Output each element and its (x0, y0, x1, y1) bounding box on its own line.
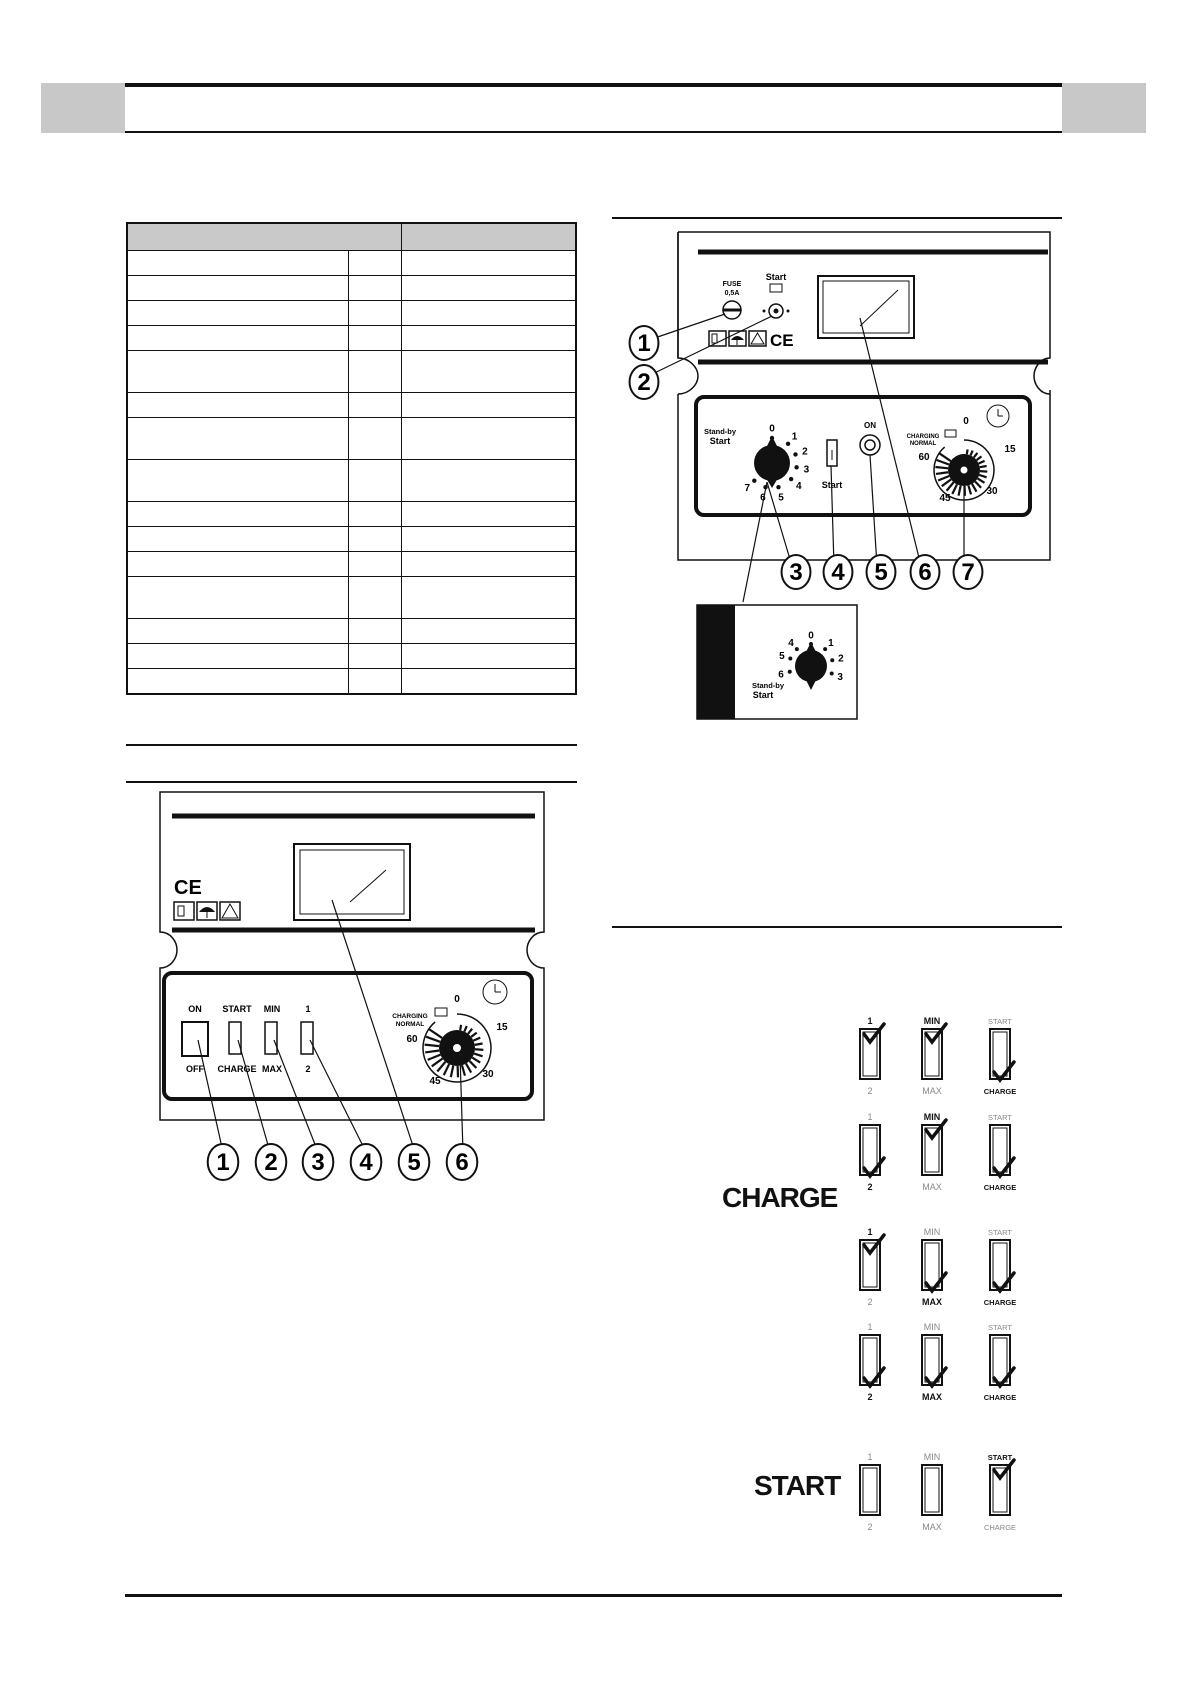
switch-diagram (984, 1113, 1017, 1192)
specs-cell-unit (349, 251, 402, 276)
switch-bottom-label: MAX (922, 1392, 942, 1402)
specs-cell-value (402, 619, 577, 644)
inset-standby-label: Stand-by (751, 681, 785, 690)
inset-dial-dot (788, 656, 792, 660)
switch-top-label: MIN (923, 1322, 941, 1332)
switch-bottom-label: CHARGE (983, 1393, 1017, 1402)
svg-text:4: 4 (831, 559, 845, 586)
inset-start-label: Start (752, 690, 774, 700)
switch-bottom-label: 2 (867, 1297, 873, 1307)
on-indicator-lamp (860, 435, 880, 455)
one-label: 1 (305, 1004, 311, 1014)
specs-header-description (127, 223, 402, 251)
switch-top-label: MIN (923, 1112, 941, 1122)
panel-b-manual-icon (174, 902, 194, 920)
timer-30-label: 30 (986, 486, 998, 497)
specs-cell-value (402, 418, 577, 460)
panel-b-ce-mark: CE (174, 877, 202, 899)
specs-row (127, 393, 576, 418)
specs-cell-value (402, 527, 577, 552)
specs-row (127, 577, 576, 619)
callout-4 (351, 1144, 382, 1180)
specs-cell-value (402, 393, 577, 418)
ammeter (818, 276, 914, 338)
specs-cell-value (402, 460, 577, 502)
specs-cell-unit (349, 527, 402, 552)
two-label: 2 (305, 1064, 311, 1074)
switch-diagram (922, 1112, 946, 1192)
specs-cell-description (127, 460, 349, 502)
specs-cell-value (402, 502, 577, 527)
dial-dot (770, 436, 774, 440)
specs-row (127, 644, 576, 669)
specs-cell-unit (349, 644, 402, 669)
inset-dial-dot (823, 647, 827, 651)
inset-dial-variant (696, 604, 858, 720)
header-left-tab (41, 83, 125, 133)
section-rule-right-1 (612, 217, 1062, 219)
on-label: ON (188, 1004, 202, 1014)
normal-label: NORMAL (909, 441, 937, 447)
inset-dial-number: 0 (808, 630, 814, 642)
fuse-holder[interactable] (723, 301, 741, 319)
specs-row (127, 301, 576, 326)
inset-dial-dot (795, 647, 799, 651)
specs-header-value (402, 223, 577, 251)
switch-top-label: 1 (867, 1227, 873, 1237)
svg-text:6: 6 (455, 1149, 469, 1176)
callout-3 (782, 555, 811, 589)
dial-dot (752, 478, 756, 482)
dial-number: 0 (769, 423, 775, 435)
switch-diagram (860, 1452, 880, 1532)
timer-knob[interactable] (948, 454, 980, 486)
fuse-value: 0,5A (724, 290, 740, 297)
warning-triangle-icon (749, 331, 766, 346)
footer-rule (125, 1594, 1062, 1597)
timer-0-label: 0 (963, 416, 969, 427)
specs-cell-description (127, 251, 349, 276)
charge-label: CHARGE (217, 1064, 257, 1074)
switch-diagram (984, 1017, 1017, 1096)
specs-cell-description (127, 276, 349, 301)
min-max-switch[interactable] (265, 1022, 277, 1054)
callout-2 (630, 365, 659, 399)
header-right-tab (1062, 83, 1146, 133)
svg-text:5: 5 (874, 559, 888, 586)
switch-diagram (984, 1323, 1017, 1402)
dial-dot (786, 442, 790, 446)
specs-row (127, 418, 576, 460)
switch-diagram (922, 1452, 942, 1532)
specs-row (127, 669, 576, 694)
panel-b-warning-icon (220, 902, 240, 920)
specs-cell-unit (349, 669, 402, 694)
inset-dial-number: 5 (779, 650, 785, 662)
specs-cell-value (402, 326, 577, 351)
specs-cell-unit (349, 301, 402, 326)
specs-cell-value (402, 251, 577, 276)
ce-mark: CE (770, 331, 794, 350)
specs-cell-unit (349, 619, 402, 644)
dial-dot (794, 465, 798, 469)
switch-bottom-label: 2 (867, 1392, 873, 1402)
switch-top-label: 1 (867, 1452, 873, 1462)
start-charge-switch[interactable] (229, 1022, 241, 1054)
switch-bottom-label: MAX (922, 1086, 942, 1096)
switch-top-label: START (988, 1323, 1012, 1332)
switch-bottom-label: CHARGE (983, 1298, 1017, 1307)
switch-bottom-label: CHARGE (983, 1087, 1017, 1096)
manual-icon (709, 331, 726, 346)
callout-1 (630, 326, 659, 360)
inset-dial-dot (788, 670, 792, 674)
power-switch[interactable] (182, 1022, 208, 1056)
switch-top-label: START (987, 1453, 1013, 1462)
callout-6 (911, 555, 940, 589)
specs-row (127, 326, 576, 351)
panel-b-timer-knob[interactable] (439, 1030, 475, 1066)
panel-b-timer-60: 60 (406, 1034, 418, 1045)
specs-cell-value (402, 351, 577, 393)
timer-45-label: 45 (939, 493, 951, 504)
switch-bottom-label: 2 (867, 1182, 873, 1192)
switch-top-label: START (988, 1228, 1012, 1237)
svg-text:3: 3 (311, 1149, 325, 1176)
dial-number: 2 (802, 446, 808, 458)
switch-diagram (922, 1227, 946, 1307)
section-rule-left-2 (126, 781, 577, 783)
panel-b-timer-15: 15 (496, 1022, 508, 1033)
specs-cell-unit (349, 577, 402, 619)
off-label: OFF (186, 1064, 204, 1074)
switch-top-label: START (988, 1017, 1012, 1026)
svg-text:6: 6 (918, 559, 932, 586)
specs-cell-description (127, 619, 349, 644)
specs-row (127, 251, 576, 276)
switch-bottom-label: MAX (922, 1297, 942, 1307)
specs-row (127, 276, 576, 301)
panel-b-timer-45: 45 (429, 1076, 441, 1087)
switch-top-label: 1 (867, 1016, 873, 1026)
start-pushbutton[interactable] (763, 304, 790, 318)
charging-label: CHARGING (906, 434, 940, 440)
start-rocker-switch[interactable] (827, 440, 837, 466)
specs-table (126, 222, 577, 695)
specs-cell-unit (349, 393, 402, 418)
specs-cell-value (402, 577, 577, 619)
start-label: START (222, 1004, 252, 1014)
switch-diagram (860, 1227, 884, 1307)
specs-row (127, 351, 576, 393)
svg-text:3: 3 (789, 559, 803, 586)
svg-text:2: 2 (637, 369, 651, 396)
specs-cell-description (127, 351, 349, 393)
front-panel-b (150, 790, 580, 1190)
panel-b-clock-icon (483, 980, 507, 1004)
dial-number: 1 (791, 431, 798, 443)
dial-dot (776, 485, 780, 489)
switch-diagram (860, 1322, 884, 1402)
switch-top-label: 1 (867, 1112, 873, 1122)
header-top-rule (125, 83, 1062, 87)
switch-bottom-label: CHARGE (983, 1523, 1017, 1532)
switch-start-label: Start (821, 480, 843, 490)
specs-cell-description (127, 644, 349, 669)
specs-cell-description (127, 418, 349, 460)
switch-top-label: MIN (923, 1452, 941, 1462)
switch-top-label: 1 (867, 1322, 873, 1332)
start-heading: START (754, 1470, 841, 1501)
callout-7 (954, 555, 983, 589)
callout-6 (447, 1144, 478, 1180)
dial-number: 6 (760, 492, 766, 504)
switch-top-label: MIN (923, 1227, 941, 1237)
specs-cell-unit (349, 418, 402, 460)
specs-cell-description (127, 393, 349, 418)
switch-diagram (984, 1453, 1016, 1532)
dial-dot (789, 477, 793, 481)
inset-dial-number: 4 (788, 637, 794, 649)
timer-15-label: 15 (1004, 444, 1016, 455)
section-rule-right-2 (612, 926, 1062, 928)
specs-cell-unit (349, 552, 402, 577)
callout-5 (399, 1144, 430, 1180)
specs-cell-value (402, 301, 577, 326)
switch-bottom-label: MAX (922, 1182, 942, 1192)
dial-dot (793, 452, 797, 456)
timer-60-label: 60 (918, 452, 930, 463)
dial-number: 7 (744, 483, 751, 495)
switch-bottom-label: MAX (922, 1522, 942, 1532)
start-button-label: Start (765, 272, 787, 282)
specs-row (127, 460, 576, 502)
specs-row (127, 619, 576, 644)
svg-text:1: 1 (637, 330, 651, 357)
inset-dial-dot (830, 658, 834, 662)
charge-heading: CHARGE (722, 1182, 838, 1213)
svg-text:5: 5 (407, 1149, 421, 1176)
dial-number: 3 (803, 464, 810, 476)
switch-top-label: START (988, 1113, 1012, 1122)
header-bottom-rule (125, 131, 1062, 133)
on-indicator-label: ON (864, 421, 876, 430)
switch-diagram (860, 1016, 884, 1096)
specs-cell-value (402, 552, 577, 577)
specs-cell-description (127, 552, 349, 577)
specs-cell-description (127, 577, 349, 619)
min-label: MIN (263, 1004, 281, 1014)
specs-cell-description (127, 326, 349, 351)
switch-diagram (984, 1228, 1017, 1307)
specs-cell-unit (349, 326, 402, 351)
specs-row (127, 502, 576, 527)
callout-2 (256, 1144, 287, 1180)
one-two-switch[interactable] (301, 1022, 313, 1054)
switch-diagram (922, 1322, 946, 1402)
specs-cell-unit (349, 460, 402, 502)
inset-dial-number: 3 (837, 672, 843, 684)
svg-text:1: 1 (216, 1149, 230, 1176)
callout-3 (303, 1144, 334, 1180)
fuse-label: FUSE (722, 281, 742, 288)
specs-cell-description (127, 527, 349, 552)
inset-dial-number: 1 (828, 637, 834, 649)
panel-b-timer-0: 0 (454, 994, 460, 1005)
callout-1 (208, 1144, 239, 1180)
specs-cell-unit (349, 502, 402, 527)
specs-cell-value (402, 644, 577, 669)
inset-dial-dot (830, 672, 834, 676)
switch-bottom-label: 2 (867, 1522, 873, 1532)
switch-bottom-label: CHARGE (983, 1183, 1017, 1192)
specs-cell-description (127, 502, 349, 527)
specs-cell-value (402, 669, 577, 694)
switch-top-label: MIN (923, 1016, 941, 1026)
switch-position-diagrams (840, 1000, 1030, 1540)
start-dial-label: Start (709, 436, 731, 446)
switch-diagram (922, 1016, 946, 1096)
svg-text:2: 2 (264, 1149, 278, 1176)
specs-cell-value (402, 276, 577, 301)
specs-cell-unit (349, 351, 402, 393)
callout-4 (824, 555, 853, 589)
panel-b-charging-label: CHARGING (392, 1013, 428, 1020)
clock-icon (987, 405, 1009, 427)
switch-diagram (860, 1112, 884, 1192)
inset-dial-number: 2 (838, 653, 844, 665)
max-label: MAX (262, 1064, 282, 1074)
panel-b-umbrella-icon (197, 902, 217, 920)
specs-row (127, 527, 576, 552)
panel-b-ammeter (294, 844, 410, 920)
dial-number: 5 (778, 492, 784, 504)
specs-cell-description (127, 301, 349, 326)
section-rule-left-1 (126, 744, 577, 746)
inset-dial-number: 6 (778, 669, 784, 681)
specs-cell-description (127, 669, 349, 694)
callout-5 (867, 555, 896, 589)
switch-bottom-label: 2 (867, 1086, 873, 1096)
specs-cell-unit (349, 276, 402, 301)
standby-label: Stand-by (703, 427, 737, 436)
panel-b-timer-30: 30 (482, 1069, 494, 1080)
svg-text:7: 7 (961, 559, 975, 586)
start-symbol-icon (770, 284, 782, 292)
panel-b-normal-label: NORMAL (395, 1021, 425, 1028)
inset-dial-dot (809, 642, 813, 646)
specs-row (127, 552, 576, 577)
dial-number: 4 (796, 480, 802, 492)
svg-text:4: 4 (359, 1149, 373, 1176)
